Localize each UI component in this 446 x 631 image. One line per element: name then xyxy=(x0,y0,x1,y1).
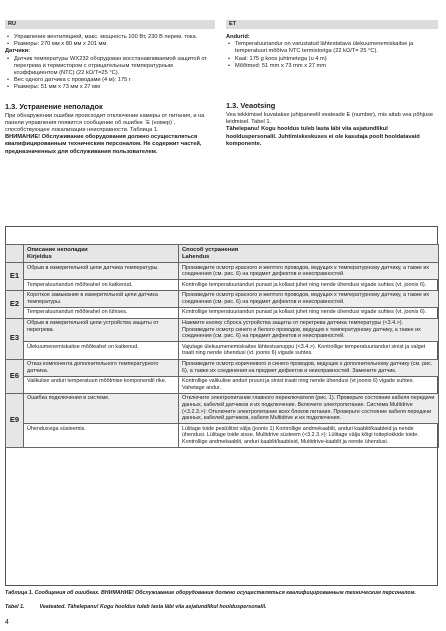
table-row xyxy=(6,263,439,280)
table-row xyxy=(6,359,439,376)
table-caption-et xyxy=(5,604,438,611)
list-item: • Размеры: 51 мм x 73 мм x 27 мм xyxy=(5,84,215,91)
description-header xyxy=(24,245,179,263)
ru-top-bullets xyxy=(5,34,215,48)
solution-header-ru: Способ устранения xyxy=(182,246,239,253)
russian-column xyxy=(5,34,215,156)
fault-solution-ru: Нажмите кнопку сброса устройства защиты от перегрева датчика температуры (<3.4.>). Произведите осмотр синего и белого проводов, ведущих к температурному датчику, а также их соединения (см. рис. 6) на предмет дефектов и неисправностей. xyxy=(179,318,439,342)
list-item: • Kaal: 175 g koos juhtmetega (u 4 m) xyxy=(226,56,438,63)
table-header-row xyxy=(6,245,439,263)
list-item: • Датчик температуры WX232 оборудован восстанавливаемой защитой от перегрева и термистором с отрицательным температурным коэффициентом (NTC) (22 kΩ/T=25 °C). xyxy=(5,56,215,78)
fault-description-et: Temperatuurianduri mõõteahel on katkenud. xyxy=(24,280,179,291)
list-item: • Управление вентиляцией, макс. мощность 100 Вт, 230 В перем. тока. xyxy=(5,34,215,41)
description-header-ru: Описание неполадки xyxy=(27,246,88,253)
et-warning: Tähelepanu! Kogu hooldus tuleb lasta läbi viia asjatundlikul hoolduspersonalil. Juhtimiskeskuses ei ole kasutaja poolt hooldatavaid komponente. xyxy=(226,126,420,147)
fault-description-ru: Обрыв в измерительной цепи датчика температуры. xyxy=(24,263,179,280)
error-code: E2 xyxy=(6,290,24,318)
ru-warning: ВНИМАНИЕ! Обслуживание оборудования должно осуществляться квалифицированным техническим персоналом. Не содержит частей, предназначенных для обслуживания пользователем. xyxy=(5,134,202,155)
description-header-et: Kirjeldus xyxy=(27,253,52,260)
fault-description-et: Temperatuurianduri mõõteahel on lühises. xyxy=(24,307,179,318)
fault-solution-et: Lülitage toide pealülitist välja (joonis 1) Kontrollige andmekaablit, anduri kaablit/kaableid ja nende ühendusi. Lülitage toide sisse. Multidrive süsteem (<3.2.3.>): Lülitage välja kõigi toiteplokkide toide. Kontrollige andmekaablit, anduri kaablit/kaableid, Multidrive-kaablit ja nende ühendusi. xyxy=(179,424,439,448)
fault-description-et: Valikulise anduri temperatuuri mõõtmise komponendil rike. xyxy=(24,376,179,393)
language-tag-et: ET xyxy=(226,20,438,29)
table-row xyxy=(6,307,439,318)
fault-description-ru: Короткое замыкание в измерительной цепи датчика температуры. xyxy=(24,290,179,307)
fault-solution-ru: Произведите осмотр коричневого и синего проводов, ведущих к дополнительному датчику (см. рис. 6), а также их соединения на предмет дефектов и неисправностей. Замените датчик. xyxy=(179,359,439,376)
table-caption-ru: Таблица 1. Сообщения об ошибках. ВНИМАНИЕ! Обслуживание оборудования должно осуществляться квалифицированным техническим персоналом. xyxy=(5,590,416,596)
fault-description-et: Ülekuumenemiskaitse mõõteahel on katkenud. xyxy=(24,342,179,359)
et-sensors-heading: Andurid: xyxy=(226,34,250,40)
fault-solution-et: Kontrollige temperatuurianduri punast ja kollast juhet ning nende ühendusi vigade suhtes (vt. joonis 6). xyxy=(179,307,439,318)
caption-label: Tabel 1. xyxy=(5,604,25,610)
ru-sensor-bullets xyxy=(5,56,215,92)
ru-section-body: При обнаружении ошибки происходит отключение камеры от питания, и на панели управления появится сообщение об ошибке `E (номер)`, способствующее локализации неисправности. Таблица 1. xyxy=(5,112,205,134)
list-item: • Temperatuuriandur on varustatud lähtestatava ülekuumenemiskaitse ja temperatuuri mõõtva NTC termistoriga (22 kΩ/T= 25 °C). xyxy=(226,41,438,55)
solution-header-et: Lahendus xyxy=(182,253,210,260)
ru-section-title: 1.3. Устранение неполадок xyxy=(5,101,103,111)
fault-description-ru: Отказ компонента дополнительного температурного датчика. xyxy=(24,359,179,376)
list-item: • Размеры: 270 мм x 80 мм x 201 мм xyxy=(5,41,215,48)
language-tag-ru: RU xyxy=(5,20,215,29)
fault-description-ru: Обрыв в измерительной цепи устройства защиты от перегрева. xyxy=(24,318,179,342)
et-section-title: 1.3. Veaotsing xyxy=(226,101,276,111)
page-number: 4 xyxy=(5,619,9,626)
fault-solution-ru: Отключите электропитание главного переключателя (рис. 1). Проверьте состояние кабеля передачи данных, кабелей датчиков и их подключение. Включите электропитание. Система Multidrive (<3.2.3.>): Отключите электропитание всех блоков питания. Проверьте состояние кабеля передачи данных, кабелей датчиков, кабеля Multidrive и их подключения. xyxy=(179,393,439,423)
ru-sensors-heading: Датчики: xyxy=(5,48,31,55)
error-code: E1 xyxy=(6,263,24,291)
solution-header xyxy=(179,245,439,263)
fault-solution-ru: Произведите осмотр красного и желтого проводов, ведущих к температурному датчику, а также их соединения (см. рис. 6) на предмет дефектов и неисправностей. xyxy=(179,263,439,280)
error-code: E3 xyxy=(6,318,24,359)
table-row xyxy=(6,342,439,359)
et-section-body: Vea tekkimisel kuvatakse juhtpaneelil veateade E (number), mis aitab vea põhjuse leidmisel. Tabel 1. xyxy=(226,112,434,126)
table-row xyxy=(6,376,439,393)
fault-description-ru: Ошибка подключения в системе. xyxy=(24,393,179,423)
fault-solution-et: Kontrollige temperatuurianduri punast ja kollast juhet ning nende ühendusi vigade suhtes (vt. joonis 6). xyxy=(179,280,439,291)
code-header xyxy=(6,245,24,263)
table-row xyxy=(6,290,439,307)
estonian-column xyxy=(226,34,438,148)
fault-description-et: Ühendusviga süsteemis. xyxy=(24,424,179,448)
list-item: • Вес одного датчика с проводами (4 м): 175 г xyxy=(5,77,215,84)
table-row xyxy=(6,424,439,448)
table-row xyxy=(6,280,439,291)
table-row xyxy=(6,318,439,342)
caption-text: Veateated. Tähelepanu! Kogu hooldus tuleb lasta läbi viia asjatundlikul hoolduspersonalil. xyxy=(39,604,267,610)
error-code: E6 xyxy=(6,359,24,393)
list-item: • Mõõtmed: 51 mm x 73 mm x 27 mm xyxy=(226,63,438,70)
fault-solution-ru: Произведите осмотр красного и желтого проводов, ведущих к температурному датчику, а также их соединения (см. рис. 6) на предмет дефектов и неисправностей. xyxy=(179,290,439,307)
fault-solution-et: Vajutage ülekuumenemiskaitse lähtestusnuppu (<3.4.>). Kontrollige temperatuurianduri sinist ja valget traati ning nende ühendusi (vt. joonis 6) vigade suhtes. xyxy=(179,342,439,359)
et-sensor-bullets xyxy=(226,41,438,70)
table-row xyxy=(6,393,439,423)
error-code: E9 xyxy=(6,393,24,447)
fault-table xyxy=(5,244,439,448)
fault-solution-et: Kontrollige valikulise anduri pruuni ja sinist traati ning nende ühendusi (vt joonis 6) vigade suhtes. Vahetage andur. xyxy=(179,376,439,393)
